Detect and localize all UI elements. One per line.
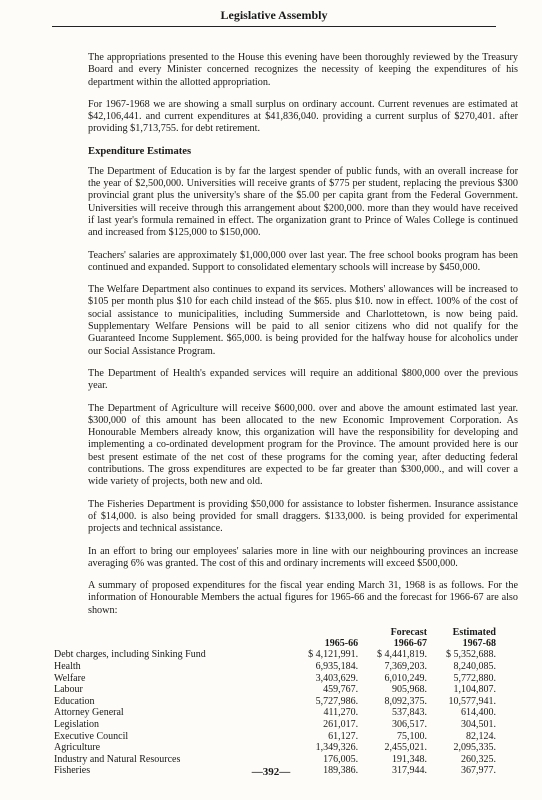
table-row <box>54 754 496 766</box>
value-1966-67: 8,092,375. <box>384 695 428 707</box>
paragraph: The Department of Education is by far the largest spender of public funds, with an overall increase for the year of $2,500,000. Universities will receive grants of $775 per student, replacing the previous $300 provincial grant plus the university's share of the $5.00 per capita grant from the Federal Government. Universities will receive through this arrangement about $200,000. more than they would have received if last year's formula remained in effect. The organization grant to Prince of Wales College is continued and increased from $125,000 to $150,000. <box>88 165 518 239</box>
paragraph: The Department of Health's expanded services will require an additional $800,000 over the previous year. <box>88 367 518 392</box>
value-1967-68: 8,240,085. <box>453 660 496 672</box>
table-row <box>54 696 496 708</box>
value-1967-68: $ 5,352,688. <box>446 649 496 661</box>
page-content <box>54 52 518 777</box>
table-row <box>54 661 496 673</box>
table-body <box>54 649 496 777</box>
value-1967-68: 260,325. <box>461 753 496 765</box>
column-header-top <box>289 627 358 638</box>
table-row <box>54 742 496 754</box>
paragraph: The Welfare Department also continues to expand its services. Mothers' allowances will be increased to $105 per month plus $10 for each child instead of the $65. plus $10. now in effect. 100% of the cost of social assistance to municipalities, including Summerside and Charlottetown, is now being paid. Supplementary Welfare Pensions will be paid to all senior citizens who did not qualify for the Guaranteed Income Supplement. $65,000. is being provided for the halfway house for alcoholics under our Social Assistance Program. <box>88 284 518 357</box>
row-label: Industry and Natural Resources <box>54 753 181 765</box>
value-1967-68: 1,104,807. <box>453 684 496 696</box>
value-1966-67: 905,968. <box>392 684 428 696</box>
value-1965-66: 189,386. <box>323 765 359 777</box>
value-1967-68: 614,400. <box>461 707 496 719</box>
page-header: Legislative Assembly <box>52 8 496 27</box>
value-1966-67: 306,517. <box>392 718 428 730</box>
paragraph: The appropriations presented to the House this evening have been thoroughly reviewed by the Treasury Board and every Minister concerned recognizes the necessity of keeping the expenditures of his department within the allotted appropriation. <box>88 52 518 88</box>
table-row <box>54 673 496 685</box>
value-1966-67: 2,455,021. <box>384 742 428 754</box>
row-label: Attorney General <box>54 707 124 719</box>
value-1965-66: 3,403,629. <box>315 672 359 684</box>
value-1965-66: 459,767. <box>323 684 359 696</box>
value-1967-68: 367,977. <box>461 765 496 777</box>
paragraph: For 1967-1968 we are showing a small surplus on ordinary account. Current revenues are estimated at $42,106,441. and current expenditures at $41,836,040. providing a current surplus of $270,401. after providing $1,713,755. for debt retirement. <box>88 98 518 135</box>
paragraph: Teachers' salaries are approximately $1,000,000 over last year. The free school books program has been continued and expanded. Support to consolidated elementary schools will increase by $450,000. <box>88 249 518 273</box>
row-label: Agriculture <box>54 742 101 754</box>
value-1965-66: 176,005. <box>323 753 359 765</box>
expenditure-table <box>54 627 496 777</box>
value-1965-66: 411,270. <box>323 707 359 719</box>
column-header: 1967-68 <box>462 638 496 650</box>
paragraph: The Fisheries Department is providing $50,000 for assistance to lobster fishermen. Insurance assistance of $14,000. is also being provided for small draggers. $133,000. is being provided for experimental projects and technical assistance. <box>88 498 518 535</box>
table-row <box>54 719 496 731</box>
table-header-row <box>54 638 496 649</box>
value-1966-67: 7,369,203. <box>384 660 428 672</box>
value-1965-66: $ 4,121,991. <box>308 649 359 661</box>
value-1966-67: 191,348. <box>392 753 428 765</box>
value-1965-66: 261,017. <box>323 718 359 730</box>
row-label: Executive Council <box>54 730 129 742</box>
table-row <box>54 707 496 719</box>
paragraph: A summary of proposed expenditures for the fiscal year ending March 31, 1968 is as follows. For the information of Honourable Members the actual figures for 1965-66 and the forecast for 1966-67 are also shown: <box>88 580 518 616</box>
value-1967-68: 82,124. <box>466 730 496 742</box>
paragraph: The Department of Agriculture will receive $600,000. over and above the amount estimated last year. $300,000 of this amount has been allocated to the new Economic Improvement Corporation. As Honourable Members already know, this organization will have the responsibility for developing and implementing a co-ordinated development program for the Province. The amount provided here is our best present estimate of the net cost of these programs for the coming year, after deducting federal contributions. The gross expenditures are expected to be far greater than $300,000., and will cover a wide variety of projects, both new and old. <box>88 402 518 488</box>
value-1966-67: 75,100. <box>397 730 428 742</box>
value-1967-68: 10,577,941. <box>448 695 496 707</box>
value-1965-66: 5,727,986. <box>315 695 359 707</box>
page-number: —392— <box>251 766 291 778</box>
value-1967-68: 304,501. <box>461 718 496 730</box>
table-row <box>54 731 496 743</box>
row-label: Health <box>54 660 81 672</box>
value-1966-67: $ 4,441,819. <box>377 649 428 661</box>
value-1966-67: 317,944. <box>392 765 428 777</box>
row-label: Legislation <box>54 718 99 730</box>
row-label: Labour <box>54 684 83 696</box>
value-1965-66: 6,935,184. <box>315 660 359 672</box>
row-label: Debt charges, including Sinking Fund <box>54 649 206 661</box>
column-header: 1966-67 <box>393 638 428 650</box>
row-label: Fisheries <box>54 765 91 777</box>
value-1967-68: 5,772,880. <box>453 672 496 684</box>
table-row <box>54 649 496 661</box>
value-1965-66: 61,127. <box>328 730 359 742</box>
value-1966-67: 537,843. <box>392 707 428 719</box>
column-header-top: Forecast <box>390 626 428 638</box>
paragraph: In an effort to bring our employees' salaries more in line with our neighbouring provinces an increase averaging 6% was granted. The cost of this and ordinary increments will exceed $500,000. <box>88 545 518 569</box>
value-1967-68: 2,095,335. <box>453 742 496 754</box>
table-header-row-top <box>54 627 496 638</box>
value-1966-67: 6,010,249. <box>384 672 428 684</box>
value-1965-66: 1,349,326. <box>315 742 359 754</box>
row-label: Welfare <box>54 672 86 684</box>
row-label: Education <box>54 695 95 707</box>
section-heading: Expenditure Estimates <box>88 145 192 157</box>
column-header: 1965-66 <box>324 638 359 650</box>
column-header-top: Estimated <box>452 626 496 638</box>
table-row <box>54 684 496 696</box>
